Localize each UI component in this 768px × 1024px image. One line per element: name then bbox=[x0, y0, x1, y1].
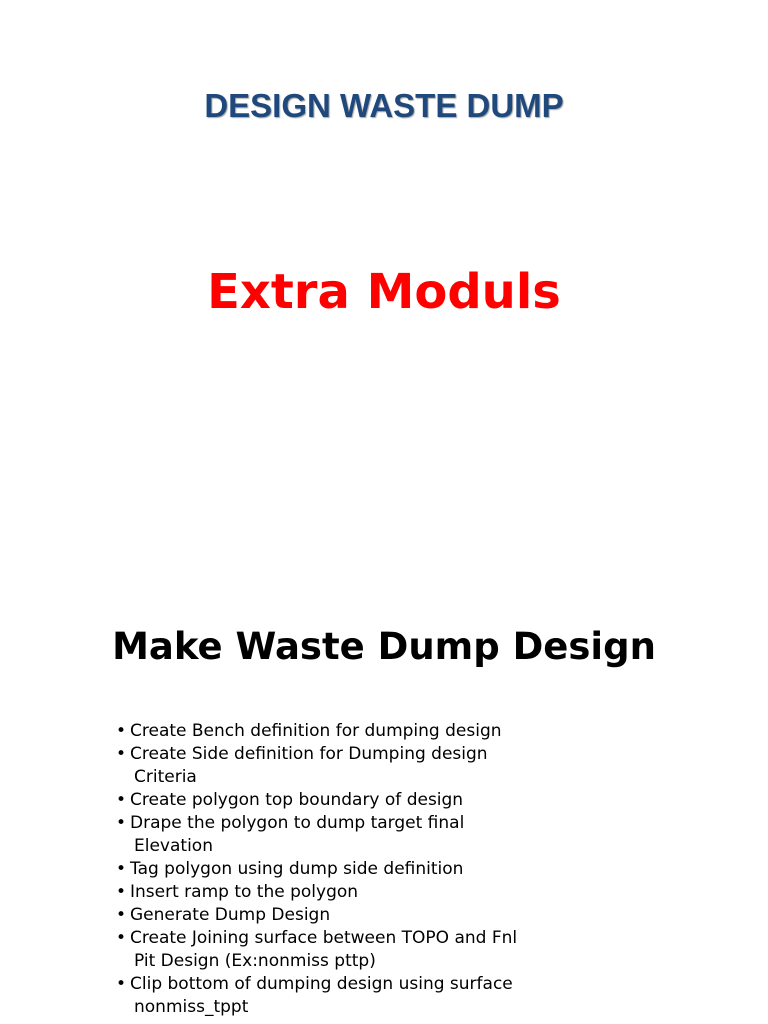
list-item bbox=[116, 904, 676, 927]
step-text: Create Joining surface between TOPO and Fnl bbox=[130, 928, 518, 948]
bullet-icon: • bbox=[116, 882, 127, 902]
list-item bbox=[116, 812, 676, 858]
list-item bbox=[116, 927, 676, 973]
list-item bbox=[116, 858, 676, 881]
bullet-icon: • bbox=[116, 859, 127, 879]
slide-heading-extra-moduls: Extra Moduls bbox=[207, 264, 561, 320]
step-text: Insert ramp to the polygon bbox=[130, 882, 359, 902]
bullet-icon: • bbox=[116, 790, 127, 810]
step-text-continued: nonmiss_tppt bbox=[134, 997, 249, 1017]
section-heading: Make Waste Dump Design bbox=[112, 625, 656, 668]
step-text: Drape the polygon to dump target final bbox=[130, 813, 465, 833]
step-text-continued: Elevation bbox=[134, 836, 213, 856]
list-item bbox=[116, 973, 676, 1019]
step-text: Clip bottom of dumping design using surface bbox=[130, 974, 513, 994]
step-text: Generate Dump Design bbox=[130, 905, 331, 925]
step-text: Create Bench definition for dumping design bbox=[130, 721, 502, 741]
step-text-continued: Criteria bbox=[134, 767, 197, 787]
bullet-icon: • bbox=[116, 928, 127, 948]
list-item bbox=[116, 743, 676, 789]
step-text: Create Side definition for Dumping design bbox=[130, 744, 488, 764]
bullet-icon: • bbox=[116, 974, 127, 994]
bullet-icon: • bbox=[116, 813, 127, 833]
step-text-continued: Pit Design (Ex:nonmiss pttp) bbox=[134, 951, 376, 971]
steps-list bbox=[116, 720, 676, 1019]
bullet-icon: • bbox=[116, 905, 127, 925]
bullet-icon: • bbox=[116, 744, 127, 764]
list-item bbox=[116, 789, 676, 812]
step-text: Tag polygon using dump side definition bbox=[130, 859, 464, 879]
slide-title: DESIGN WASTE DUMP bbox=[204, 87, 564, 124]
bullet-icon: • bbox=[116, 721, 127, 741]
list-item bbox=[116, 881, 676, 904]
list-item bbox=[116, 720, 676, 743]
step-text: Create polygon top boundary of design bbox=[130, 790, 464, 810]
